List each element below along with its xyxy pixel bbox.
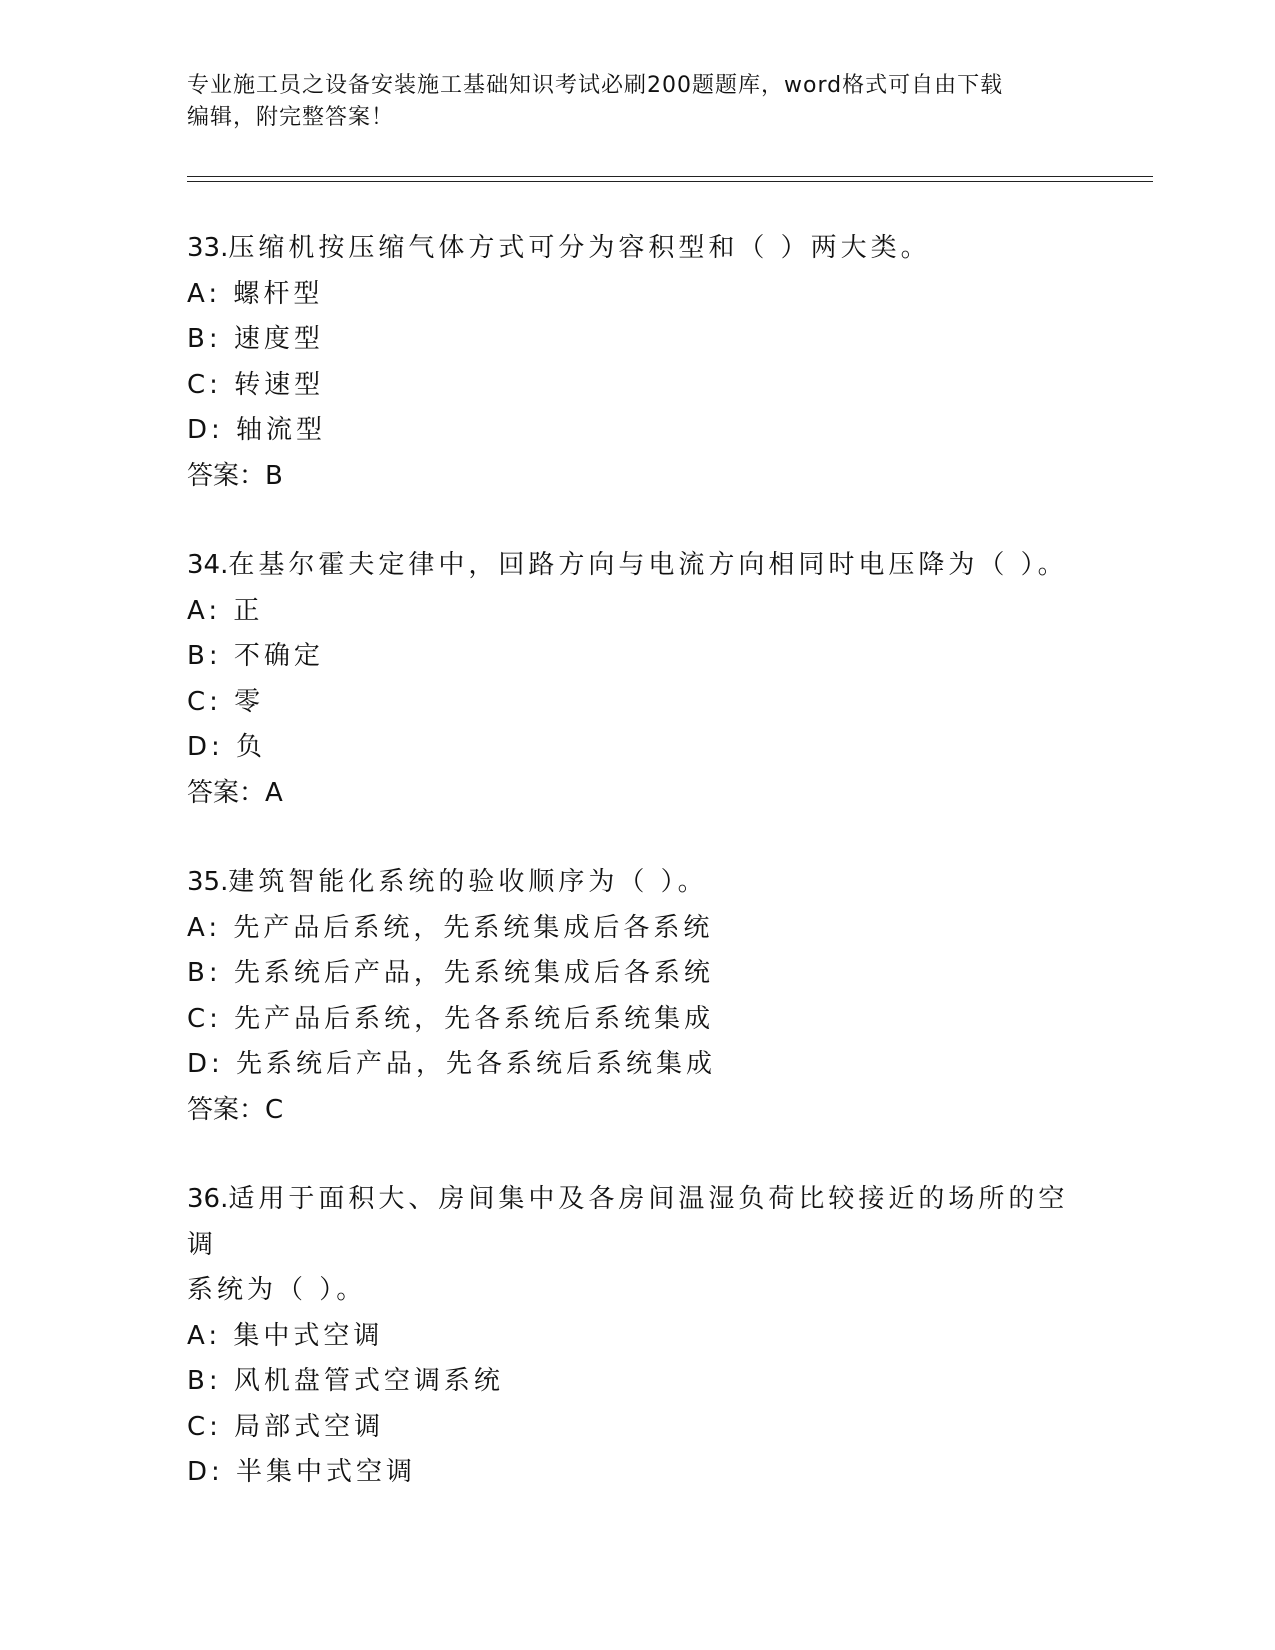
question-title xyxy=(187,860,1087,906)
question-text-line-1: 适用于面积大、房间集中及各房间温湿负荷比较接近的场所的空调 xyxy=(187,1184,1069,1260)
answer: 答案：B xyxy=(187,460,283,491)
question-title xyxy=(187,226,1087,272)
option-b: B: 速度型 xyxy=(187,324,324,354)
question-title xyxy=(187,1177,1087,1268)
question-number: 33. xyxy=(187,233,229,263)
option-d: D: 先系统后产品，先各系统后系统集成 xyxy=(187,1049,717,1079)
option-c: C: 先产品后系统，先各系统后系统集成 xyxy=(187,1003,715,1034)
option-c: C: 转速型 xyxy=(187,369,325,400)
answer: 答案：C xyxy=(187,1094,284,1125)
question-35 xyxy=(187,860,1087,1133)
question-text-line-2: 系统为（ ）。 xyxy=(187,1275,367,1305)
header-divider-bottom xyxy=(187,181,1153,182)
header-divider-top xyxy=(187,176,1153,177)
option-b: B: 先系统后产品，先系统集成后各系统 xyxy=(187,958,714,988)
option-a: A: 集中式空调 xyxy=(187,1320,384,1351)
option-c: C: 局部式空调 xyxy=(187,1411,385,1442)
option-b: B: 风机盘管式空调系统 xyxy=(187,1366,504,1396)
header-line-2: 编辑，附完整答案！ xyxy=(187,105,395,130)
question-list xyxy=(187,226,1087,1540)
question-title xyxy=(187,543,1087,589)
option-d: D: 半集中式空调 xyxy=(187,1457,417,1487)
option-a: A: 正 xyxy=(187,595,264,626)
question-36 xyxy=(187,1177,1087,1496)
question-text: 建筑智能化系统的验收顺序为（ ）。 xyxy=(228,867,708,897)
option-a: A: 先产品后系统，先系统集成后各系统 xyxy=(187,912,714,943)
header-line-1: 专业施工员之设备安装施工基础知识考试必刷200题题库，word格式可自由下载 xyxy=(187,73,1004,98)
option-d: D: 负 xyxy=(187,732,267,762)
question-text: 压缩机按压缩气体方式可分为容积型和（ ）两大类。 xyxy=(228,233,931,263)
document-header xyxy=(187,70,1087,134)
answer: 答案：A xyxy=(187,777,283,808)
option-d: D: 轴流型 xyxy=(187,415,327,445)
question-34 xyxy=(187,543,1087,816)
question-number: 36. xyxy=(187,1184,229,1214)
question-number: 34. xyxy=(187,550,229,580)
option-c: C: 零 xyxy=(187,686,265,717)
option-a: A: 螺杆型 xyxy=(187,278,324,309)
question-text: 在基尔霍夫定律中，回路方向与电流方向相同时电压降为（ ）。 xyxy=(228,550,1068,580)
option-b: B: 不确定 xyxy=(187,641,324,671)
question-number: 35. xyxy=(187,867,229,897)
question-33 xyxy=(187,226,1087,499)
